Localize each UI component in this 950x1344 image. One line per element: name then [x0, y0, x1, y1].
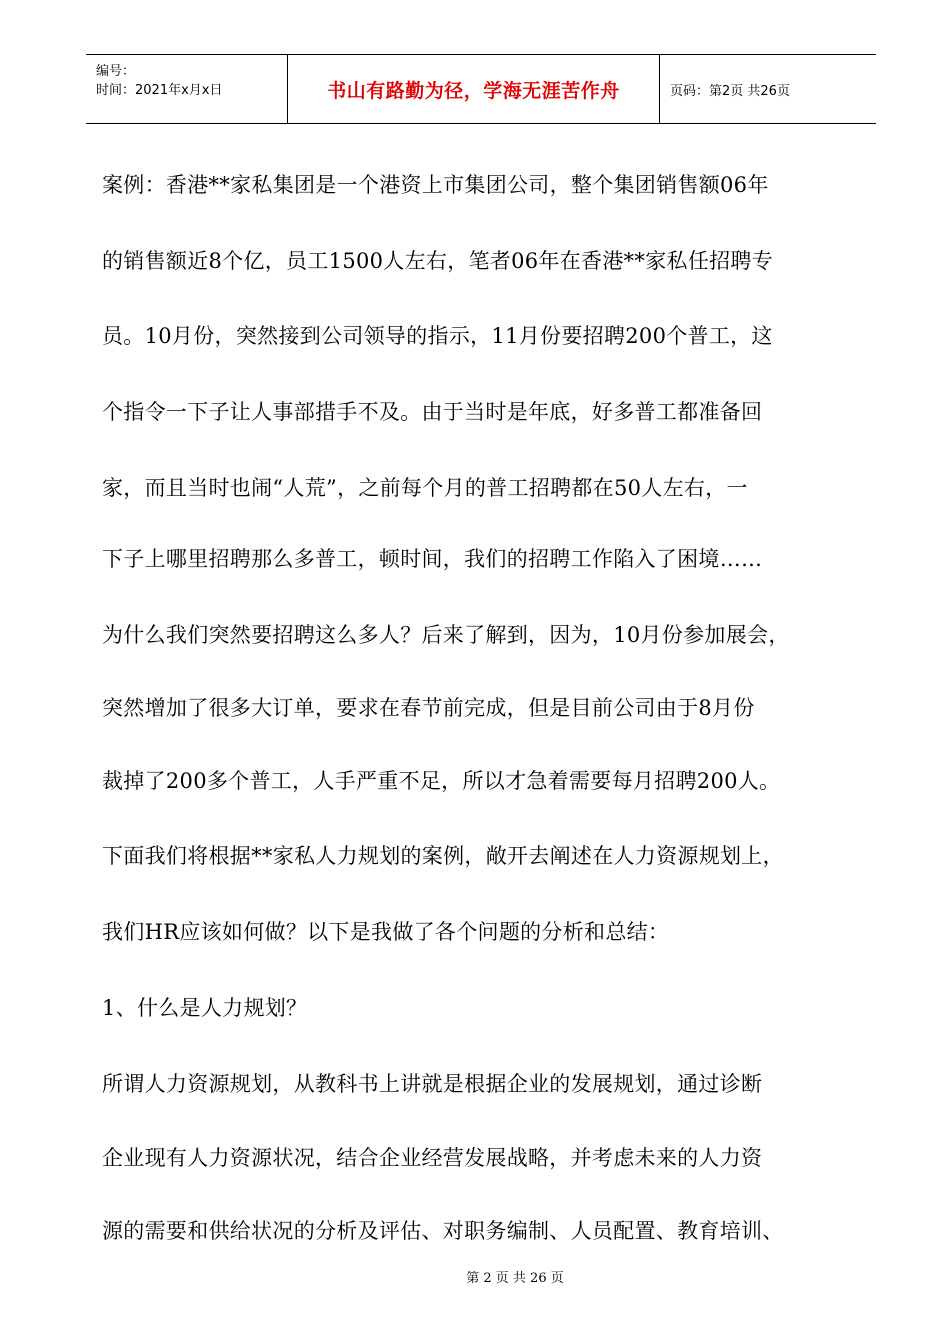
document-number-label: 编号： [96, 64, 136, 79]
body-line: 为什么我们突然要招聘这么多人？后来了解到，因为，10月份参加展会， [102, 623, 790, 647]
body-line: 个指令一下子让人事部措手不及。由于当时是年底，好多普工都准备回 [102, 400, 763, 424]
body-line: 我们HR应该如何做？以下是我做了各个问题的分析和总结： [102, 920, 670, 944]
body-line: 的销售额近8个亿，员工1500人左右，笔者06年在香港**家私任招聘专 [102, 249, 774, 273]
body-line: 家，而且当时也闹“人荒”，之前每个月的普工招聘都在50人左右，一 [102, 476, 748, 500]
body-line: 源的需要和供给状况的分析及评估、对职务编制、人员配置、教育培训、 [102, 1219, 784, 1243]
header-page-info: 页码：第2页 共26页 [670, 83, 790, 99]
body-line: 突然增加了很多大订单，要求在春节前完成，但是目前公司由于8月份 [102, 696, 755, 720]
body-line: 企业现有人力资源状况，结合企业经营发展战略，并考虑未来的人力资 [102, 1146, 763, 1170]
body-line: 裁掉了200多个普工，人手严重不足，所以才急着需要每月招聘200人。 [102, 769, 781, 793]
body-line: 所谓人力资源规划，从教科书上讲就是根据企业的发展规划，通过诊断 [102, 1072, 763, 1096]
document-time-label: 时间：2021年x月x日 [96, 83, 223, 98]
header-page-cell [660, 55, 876, 123]
header-meta [86, 55, 287, 123]
body-line: 下面我们将根据**家私人力规划的案例，敞开去阐述在人力资源规划上， [102, 844, 784, 868]
header-motto: 书山有路勤为径，学海无涯苦作舟 [327, 79, 620, 102]
body-line: 下子上哪里招聘那么多普工，顿时间，我们的招聘工作陷入了困境…… [102, 547, 763, 571]
body-line: 员。10月份，突然接到公司领导的指示，11月份要招聘200个普工，这 [102, 324, 773, 348]
page-header [86, 54, 876, 124]
body-line: 案例：香港**家私集团是一个港资上市集团公司，整个集团销售额06年 [102, 173, 769, 197]
header-motto-cell [287, 55, 660, 123]
section-heading: 1、什么是人力规划？ [102, 996, 308, 1020]
page-footer: 第 2 页 共 26 页 [466, 1271, 564, 1286]
